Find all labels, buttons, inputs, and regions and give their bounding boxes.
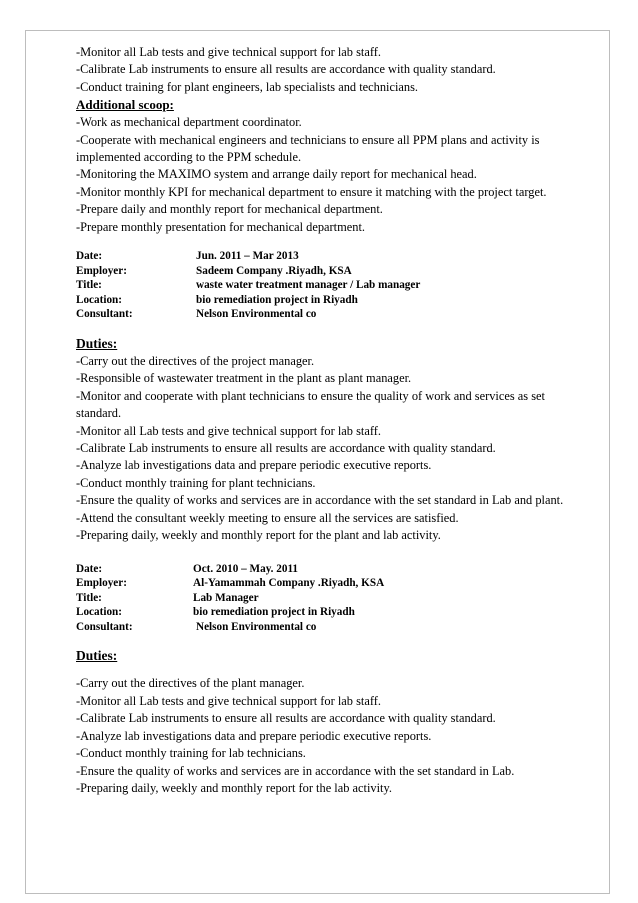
- field-label: Consultant:: [76, 620, 133, 633]
- field-employer: [76, 576, 616, 591]
- field-value: Jun. 2011 – Mar 2013: [196, 250, 299, 263]
- field-location: [76, 293, 616, 308]
- field-date: [76, 562, 616, 577]
- intro-duties: [76, 44, 616, 96]
- duty-line: -Preparing daily, weekly and monthly report for the lab activity.: [76, 780, 392, 795]
- additional-scoop-heading: Additional scoop:: [76, 97, 174, 113]
- duty-line: -Ensure the quality of works and services are in accordance with the set standard in Lab.: [76, 763, 515, 778]
- field-employer: [76, 264, 616, 279]
- field-label: Location:: [76, 293, 122, 306]
- duty-line: -Monitor and cooperate with plant technicians to ensure the quality of work and services as set standard.: [76, 388, 545, 421]
- scoop-line: -Cooperate with mechanical engineers and technicians to ensure all PPM plans and activity is implemented according to the PPM schedule.: [76, 132, 540, 165]
- field-value: Nelson Environmental co: [196, 620, 317, 633]
- field-value: Oct. 2010 – May. 2011: [193, 562, 299, 575]
- field-label: Date:: [76, 562, 103, 575]
- duty-line: -Ensure the quality of works and services are in accordance with the set standard in Lab and plant.: [76, 493, 564, 508]
- document-content: [76, 44, 616, 797]
- duty-line: -Calibrate Lab instruments to ensure all results are accordance with quality standard.: [76, 62, 496, 77]
- field-location: [76, 605, 616, 620]
- field-label: Date:: [76, 250, 103, 263]
- job-details-2: [76, 562, 616, 635]
- duty-line: -Monitor all Lab tests and give technical support for lab staff.: [76, 693, 381, 708]
- field-date: [76, 249, 616, 264]
- field-value: bio remediation project in Riyadh: [193, 606, 355, 619]
- field-label: Employer:: [76, 264, 127, 277]
- field-value: Al-Yamammah Company .Riyadh, KSA: [193, 577, 385, 590]
- field-title: [76, 278, 616, 293]
- duty-line: -Monitor all Lab tests and give technical support for lab staff.: [76, 45, 381, 59]
- duties-heading: Duties:: [76, 336, 118, 352]
- scoop-line: -Prepare monthly presentation for mechanical department.: [76, 219, 366, 234]
- additional-scoop-section: [76, 96, 616, 236]
- duties-section-1: [76, 335, 616, 544]
- field-consultant: [76, 307, 616, 322]
- duty-line: -Analyze lab investigations data and prepare periodic executive reports.: [76, 728, 432, 743]
- duty-line: -Calibrate Lab instruments to ensure all results are accordance with quality standard.: [76, 441, 496, 456]
- scoop-line: -Monitor monthly KPI for mechanical department to ensure it matching with the project target.: [76, 184, 547, 199]
- duty-line: -Calibrate Lab instruments to ensure all results are accordance with quality standard.: [76, 711, 496, 726]
- duties-heading: Duties:: [76, 648, 118, 664]
- duty-line: -Preparing daily, weekly and monthly report for the plant and lab activity.: [76, 528, 441, 543]
- duty-line: -Attend the consultant weekly meeting to ensure all the services are satisfied.: [76, 510, 459, 525]
- duty-line: -Carry out the directives of the project manager.: [76, 354, 315, 369]
- duty-line: -Analyze lab investigations data and prepare periodic executive reports.: [76, 458, 432, 473]
- duty-line: -Conduct training for plant engineers, lab specialists and technicians.: [76, 79, 419, 94]
- field-value: bio remediation project in Riyadh: [196, 293, 358, 306]
- duty-line: -Responsible of wastewater treatment in the plant as plant manager.: [76, 371, 412, 386]
- duties-section-2: [76, 647, 616, 797]
- field-value: waste water treatment manager / Lab manager: [196, 279, 421, 292]
- field-value: Lab Manager: [193, 591, 259, 604]
- duty-line: -Monitor all Lab tests and give technical support for lab staff.: [76, 423, 381, 438]
- field-label: Location:: [76, 606, 122, 619]
- field-value: Nelson Environmental co: [196, 308, 317, 321]
- field-consultant: [76, 620, 616, 635]
- field-title: [76, 591, 616, 606]
- field-label: Title:: [76, 279, 102, 292]
- field-label: Title:: [76, 591, 102, 604]
- duty-line: -Conduct monthly training for plant technicians.: [76, 475, 316, 490]
- field-label: Employer:: [76, 577, 127, 590]
- scoop-line: -Monitoring the MAXIMO system and arrange daily report for mechanical head.: [76, 167, 477, 182]
- scoop-line: -Work as mechanical department coordinator.: [76, 115, 302, 130]
- scoop-line: -Prepare daily and monthly report for mechanical department.: [76, 202, 383, 217]
- duty-line: -Conduct monthly training for lab technicians.: [76, 746, 306, 761]
- field-label: Consultant:: [76, 308, 133, 321]
- job-details-1: [76, 249, 616, 322]
- duty-line: -Carry out the directives of the plant manager.: [76, 676, 305, 691]
- field-value: Sadeem Company .Riyadh, KSA: [196, 264, 352, 277]
